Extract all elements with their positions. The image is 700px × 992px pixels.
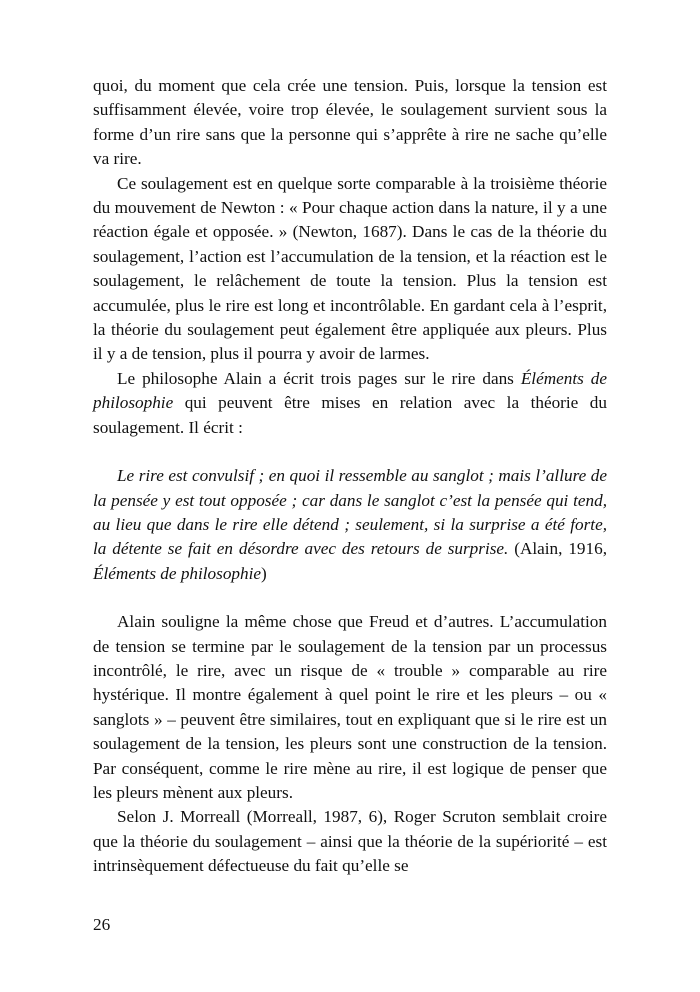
paragraph-5: Selon J. Morreall (Morreall, 1987, 6), Roger Scruton semblait croire que la théorie du soulagement – ainsi que la théorie de la supériorité – est intrinsèquement défectueuse du fait qu’elle se [93, 807, 607, 876]
paragraph-3-after: qui peuvent être mises en relation avec la théorie du soulagement. Il écrit : [93, 393, 607, 437]
quote-text: Le rire est convulsif ; en quoi il ressemble au sanglot ; mais l’allure de la pensée y est tout opposée ; car dans le sanglot c’est la pensée qui tend, au lieu que dans le rire elle détend ; seulement, si la surprise a été forte, la détente se fait en désordre avec des retours de surprise. [93, 466, 607, 559]
paragraph-3 [93, 367, 607, 440]
block-quote [93, 464, 607, 586]
paragraph-4: Alain souligne la même chose que Freud et d’autres. L’accumulation de tension se termine par le soulagement de la tension par un processus incontrôlé, le rire, avec un risque de « trouble » comparable au rire hystérique. Il montre également à quel point le rire et les pleurs – ou « sanglots » – peuvent être similaires, tout en expliquant que si le rire est un soulagement de la tension, les pleurs sont une construction de la tension. Par conséquent, comme le rire mène au rire, il est logique de penser que les pleurs mènent aux pleurs. [93, 612, 607, 802]
citation-before: (Alain, 1916, [508, 539, 607, 559]
page-body [93, 74, 607, 879]
paragraph-2: Ce soulagement est en quelque sorte comparable à la troisième théorie du mouvement de Newton : « Pour chaque action dans la nature, il y a une réaction égale et opposée. » (Newton, 1687). Dans le cas de la théorie du soulagement, l’action est l’accumulation de la tension, et la réaction est le soulagement, le relâchement de toute la tension. Plus la tension est accumulée, plus le rire est long et incontrôlable. En gardant cela à l’esprit, la théorie du soulagement peut également être appliquée aux pleurs. Plus il y a de tension, plus il pourra y avoir de larmes. [93, 173, 607, 364]
citation-title: Éléments de philosophie [93, 563, 262, 583]
paragraph-1: quoi, du moment que cela crée une tension. Puis, lorsque la tension est suffisamment élevée, voire trop élevée, le soulagement survient sous la forme d’un rire sans que la personne qui s’apprête à rire ne sache qu’elle va rire. [93, 76, 607, 169]
citation-after: ) [261, 563, 267, 583]
paragraph-3-before: Le philosophe Alain a écrit trois pages sur le rire dans [117, 368, 521, 388]
page-number: 26 [93, 915, 111, 934]
book-title: Éléments de philosophie [93, 368, 607, 413]
